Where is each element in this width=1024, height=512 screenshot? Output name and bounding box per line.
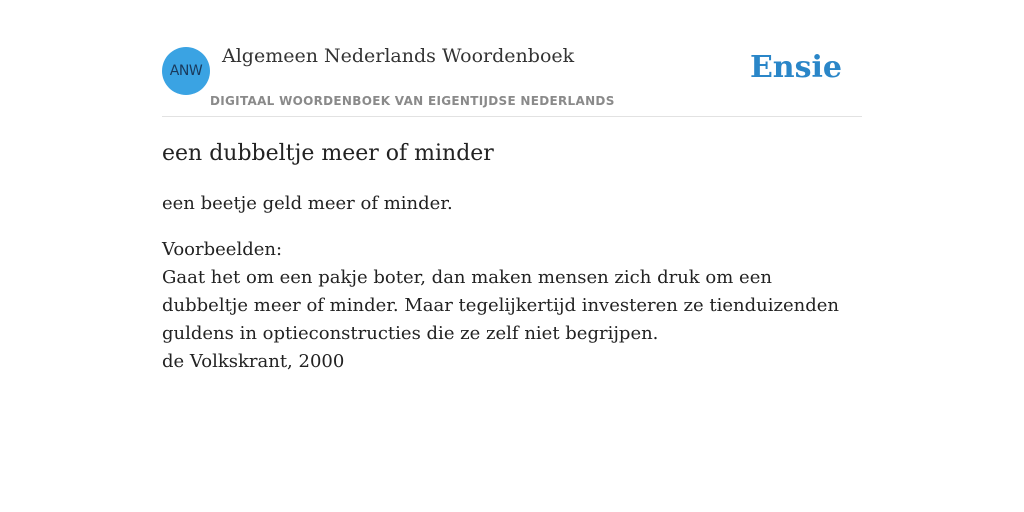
anw-logo-text: ANW <box>169 63 203 79</box>
entry-definition: een beetje geld meer of minder. <box>162 193 453 214</box>
examples-block <box>162 236 852 376</box>
entry-content <box>162 138 852 376</box>
examples-label: Voorbeelden: <box>162 239 283 260</box>
anw-logo[interactable] <box>162 47 210 95</box>
example-source: de Volkskrant, 2000 <box>162 351 345 372</box>
ensie-brand-link[interactable]: Ensie <box>749 50 842 85</box>
site-header <box>162 0 862 117</box>
site-title: Algemeen Nederlands Woordenboek <box>222 45 575 67</box>
example-text: Gaat het om een pakje boter, dan maken mensen zich druk om een dubbeltje meer of minder. Maar tegelijkertijd investeren ze tienduizenden guldens in optieconstructies die ze zelf niet begrijpen. <box>162 267 840 344</box>
site-subtitle: DIGITAAL WOORDENBOEK VAN EIGENTIJDSE NEDERLANDS <box>210 94 615 108</box>
entry-term: een dubbeltje meer of minder <box>162 141 494 166</box>
